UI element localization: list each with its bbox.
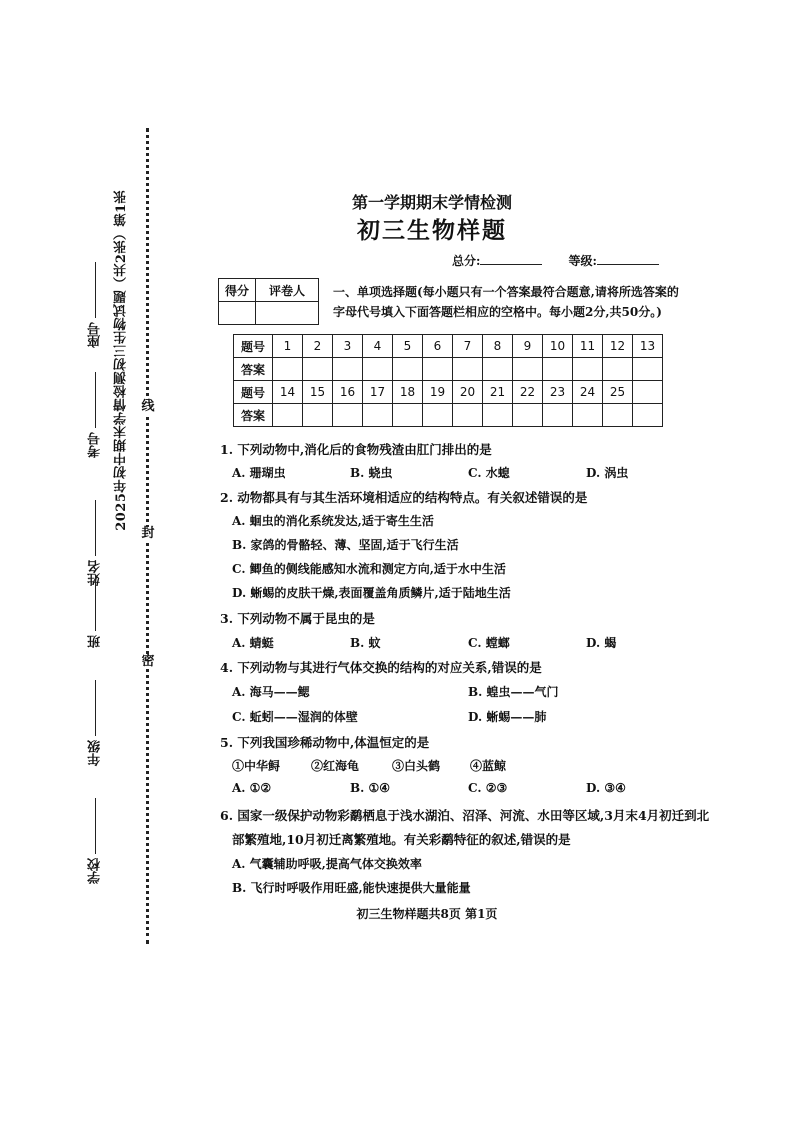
answer-cell[interactable] [603, 404, 633, 427]
binding-vertical-title: 2025年初中期末学情检测初三生物试题（共2张）第1张 [114, 190, 129, 531]
answer-cell[interactable] [513, 358, 543, 381]
question-1-stem: 1. 下列动物中,消化后的食物残渣由肛门排出的是 [220, 442, 492, 457]
question-5-item-2: ②红海龟 [311, 759, 360, 773]
grader-cell[interactable] [256, 302, 319, 325]
score-cell[interactable] [219, 302, 256, 325]
number-cell: 5 [393, 335, 423, 358]
question-3-stem: 3. 下列动物不属于昆虫的是 [220, 611, 375, 626]
question-5-option-b[interactable]: B. ①④ [350, 781, 391, 795]
name-label: 姓名 [88, 560, 103, 586]
answer-cell[interactable] [453, 404, 483, 427]
answer-cell[interactable] [603, 358, 633, 381]
number-cell: 4 [363, 335, 393, 358]
number-cell: 2 [303, 335, 333, 358]
question-4-option-d[interactable]: D. 蜥蜴——肺 [468, 710, 547, 724]
seal-word-line: 线 [141, 399, 155, 414]
exam-subtitle: 第一学期期末学情检测 [351, 193, 512, 212]
grade-label: 年级 [88, 740, 103, 766]
answer-row-1 [234, 358, 663, 381]
answer-row-2 [234, 404, 663, 427]
question-5-item-3: ③白头鹤 [392, 759, 441, 773]
row-label: 题号 [234, 335, 273, 358]
question-1-option-d[interactable]: D. 涡虫 [586, 466, 629, 480]
score-label: 得分 [219, 279, 256, 302]
number-cell: 1 [273, 335, 303, 358]
number-cell: 15 [303, 381, 333, 404]
grade-level-label: 等级: [568, 254, 597, 268]
answer-cell[interactable] [543, 358, 573, 381]
answer-label: 答案 [234, 358, 273, 381]
question-3-option-a[interactable]: A. 蜻蜓 [232, 636, 274, 650]
number-cell: 16 [333, 381, 363, 404]
question-6-option-a[interactable]: A. 气囊辅助呼吸,提高气体交换效率 [232, 857, 422, 871]
number-cell: 10 [543, 335, 573, 358]
number-cell: 13 [633, 335, 663, 358]
total-blank[interactable] [480, 252, 542, 265]
number-cell: 6 [423, 335, 453, 358]
question-3-option-d[interactable]: D. 蝎 [586, 636, 617, 650]
question-5-option-a[interactable]: A. ①② [232, 781, 272, 795]
question-5-item-1: ①中华鲟 [232, 759, 281, 773]
number-cell: 21 [483, 381, 513, 404]
school-field[interactable] [86, 798, 105, 884]
answer-cell[interactable] [393, 404, 423, 427]
exam-number-field[interactable] [86, 372, 105, 458]
section1-intro [333, 282, 693, 322]
grade-level-blank[interactable] [597, 252, 659, 265]
section1-line2: 字母代号填入下面答题栏相应的空格中。每小题2分,共50分。) [333, 305, 662, 319]
question-6-stem: 6. 国家一级保护动物彩鹬栖息于浅水湖泊、沼泽、河流、水田等区域,3月末4月初迁到北 [220, 808, 710, 823]
question-3-option-b[interactable]: B. 蚊 [350, 636, 381, 650]
number-cell: 17 [363, 381, 393, 404]
grader-label: 评卷人 [256, 279, 319, 302]
question-1-option-c[interactable]: C. 水螅 [468, 466, 510, 480]
page-footer: 初三生物样题共8页 第1页 [356, 907, 498, 921]
answer-cell[interactable] [633, 358, 663, 381]
number-cell: 7 [453, 335, 483, 358]
question-4-option-a[interactable]: A. 海马——鳃 [232, 685, 310, 699]
question-5-option-c[interactable]: C. ②③ [468, 781, 508, 795]
question-5-option-d[interactable]: D. ③④ [586, 781, 626, 795]
answer-cell[interactable] [423, 358, 453, 381]
total-label: 总分: [452, 254, 481, 268]
number-cell [633, 381, 663, 404]
answer-cell[interactable] [363, 404, 393, 427]
question-3-option-c[interactable]: C. 螳螂 [468, 636, 510, 650]
section1-line1: 一、单项选择题(每小题只有一个答案最符合题意,请将所选答案的 [333, 285, 679, 299]
score-box [218, 278, 319, 325]
question-5-stem: 5. 下列我国珍稀动物中,体温恒定的是 [220, 735, 430, 750]
question-2-option-d[interactable]: D. 蜥蜴的皮肤干燥,表面覆盖角质鳞片,适于陆地生活 [232, 586, 511, 600]
question-2-option-b[interactable]: B. 家鸽的骨骼轻、薄、坚固,适于飞行生活 [232, 538, 459, 552]
answer-cell[interactable] [303, 358, 333, 381]
answer-cell[interactable] [393, 358, 423, 381]
question-2-option-c[interactable]: C. 鲫鱼的侧线能感知水流和测定方向,适于水中生活 [232, 562, 506, 576]
number-cell: 24 [573, 381, 603, 404]
answer-cell[interactable] [453, 358, 483, 381]
seal-word-seal: 封 [141, 526, 155, 541]
grade-field[interactable] [86, 680, 105, 766]
answer-grid [233, 334, 663, 427]
class-field[interactable] [86, 575, 105, 648]
answer-label: 答案 [234, 404, 273, 427]
answer-cell[interactable] [333, 358, 363, 381]
answer-cell[interactable] [543, 404, 573, 427]
number-cell: 23 [543, 381, 573, 404]
number-cell: 11 [573, 335, 603, 358]
name-field[interactable] [86, 500, 105, 586]
question-4-stem: 4. 下列动物与其进行气体交换的结构的对应关系,错误的是 [220, 660, 542, 675]
number-cell: 25 [603, 381, 633, 404]
answer-cell[interactable] [483, 404, 513, 427]
question-4-option-b[interactable]: B. 蝗虫——气门 [468, 685, 559, 699]
number-cell: 20 [453, 381, 483, 404]
answer-cell[interactable] [273, 358, 303, 381]
question-6-option-b[interactable]: B. 飞行时呼吸作用旺盛,能快速提供大量能量 [232, 881, 471, 895]
exam-number-label: 考号 [88, 432, 103, 458]
number-cell: 19 [423, 381, 453, 404]
number-cell: 3 [333, 335, 363, 358]
school-label: 学校 [88, 858, 103, 884]
number-row-2 [234, 381, 663, 404]
question-1-option-b[interactable]: B. 蛲虫 [350, 466, 393, 480]
question-2-stem: 2. 动物都具有与其生活环境相适应的结构特点。有关叙述错误的是 [220, 490, 588, 505]
answer-cell[interactable] [333, 404, 363, 427]
question-6-stem-continued: 部繁殖地,10月初迁离繁殖地。有关彩鹬特征的叙述,错误的是 [232, 832, 571, 847]
question-2-option-a[interactable]: A. 蛔虫的消化系统发达,适于寄生生活 [232, 514, 434, 528]
question-5-item-4: ④蓝鲸 [470, 759, 507, 773]
seat-number-field[interactable] [86, 262, 105, 348]
answer-cell[interactable] [573, 404, 603, 427]
answer-cell[interactable] [363, 358, 393, 381]
total-grade-row [452, 252, 685, 269]
answer-cell[interactable] [423, 404, 453, 427]
row-label: 题号 [234, 381, 273, 404]
answer-cell[interactable] [273, 404, 303, 427]
number-cell: 9 [513, 335, 543, 358]
seat-number-label: 座号 [88, 322, 103, 348]
seal-word-secret: 密 [141, 654, 155, 669]
exam-title: 初三生物样题 [357, 217, 507, 244]
number-cell: 8 [483, 335, 513, 358]
answer-cell[interactable] [573, 358, 603, 381]
number-cell: 14 [273, 381, 303, 404]
answer-cell[interactable] [513, 404, 543, 427]
question-4-option-c[interactable]: C. 蚯蚓——湿润的体壁 [232, 710, 358, 724]
answer-cell[interactable] [303, 404, 333, 427]
number-cell: 12 [603, 335, 633, 358]
question-1-option-a[interactable]: A. 珊瑚虫 [232, 466, 286, 480]
number-row-1 [234, 335, 663, 358]
answer-cell[interactable] [483, 358, 513, 381]
number-cell: 22 [513, 381, 543, 404]
class-label: 班 [88, 635, 103, 648]
number-cell: 18 [393, 381, 423, 404]
answer-cell[interactable] [633, 404, 663, 427]
